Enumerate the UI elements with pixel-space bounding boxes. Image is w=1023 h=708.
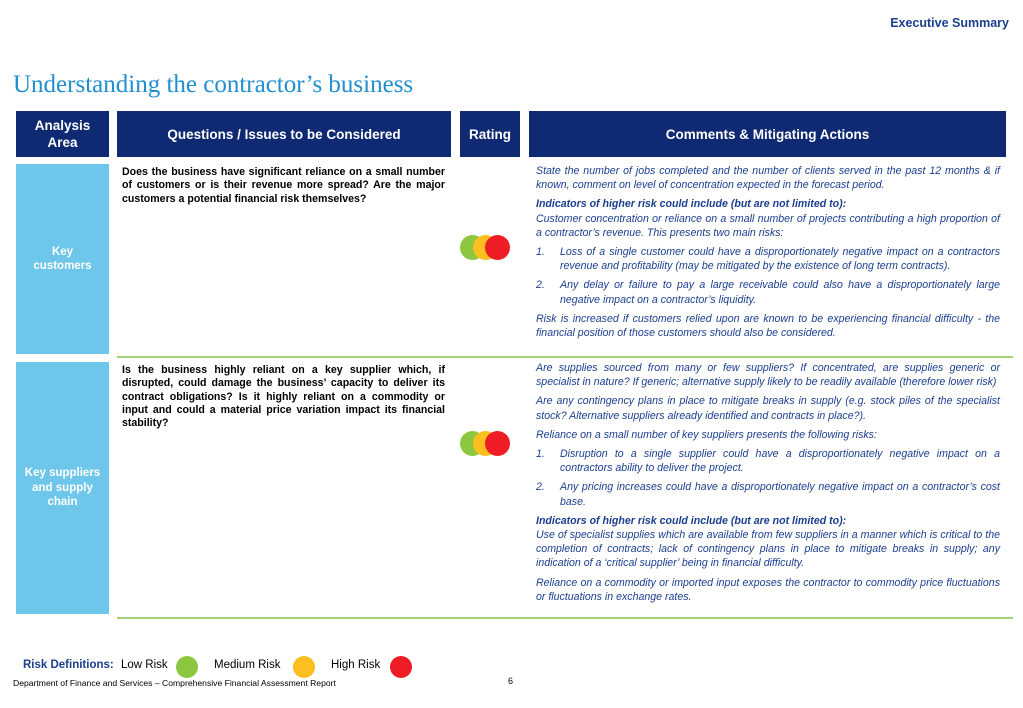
list-number: 2. (536, 279, 545, 292)
low-risk-icon (176, 656, 198, 678)
analysis-area-label: Key customers (33, 245, 92, 272)
section-label: Executive Summary (890, 16, 1009, 30)
legend-medium-label: Medium Risk (214, 659, 281, 671)
list-text: Any pricing increases could have a disproportionately negative impact on a contractor’s cost base. (560, 481, 1000, 508)
legend-high-label: High Risk (331, 659, 381, 671)
analysis-area-key-customers (16, 164, 109, 354)
indicators-label: Indicators of higher risk could include (but are not limited to): (536, 198, 847, 211)
comment-paragraph: Reliance on a small number of key suppliers presents the following risks: (536, 428, 877, 441)
high-risk-icon (485, 235, 510, 260)
footer-text: Department of Finance and Services – Comprehensive Financial Assessment Report (13, 678, 336, 688)
question-text: Is the business highly reliant on a key supplier which, if disrupted, could damage the business’ capacity to deliver its contract obligations? Is it highly reliant on a commodity or input and could a material price variation impact its financial stability? (122, 364, 445, 430)
row-divider (117, 356, 1013, 358)
indicators-block (536, 197, 1000, 240)
column-header-rating: Rating (460, 111, 520, 157)
risk-rating (460, 431, 522, 457)
comments-cell (536, 164, 1000, 345)
list-number: 1. (536, 246, 545, 259)
legend-title: Risk Definitions: (23, 659, 114, 671)
comment-paragraph: Are supplies sourced from many or few suppliers? If concentrated, are supplies generic or specialist in nature? If generic; alternative supply likely to be readily available (therefore lower risk) (536, 362, 1000, 389)
comments-cell (536, 361, 1000, 609)
high-risk-icon (485, 431, 510, 456)
comment-paragraph: Risk is increased if customers relied upon are known to be experiencing financial difficulty - the financial position of those customers should also be considered. (536, 312, 1000, 340)
comment-paragraph: Reliance on a commodity or imported input exposes the contractor to commodity price fluctuations or fluctuations in exchange rates. (536, 576, 1000, 603)
list-text: Any delay or failure to pay a large receivable could also have a disproportionately large negative impact on a contractor’s liquidity. (560, 279, 1000, 306)
list-item (536, 480, 1000, 508)
comment-paragraph: State the number of jobs completed and the number of clients served in the past 12 months & if known, comment on level of concentration expected in the forecast period. (536, 165, 1000, 192)
medium-risk-icon (293, 656, 315, 678)
list-number: 1. (536, 448, 545, 461)
legend-low-label: Low Risk (121, 659, 168, 671)
analysis-area-label: Key suppliers and supply chain (24, 467, 101, 509)
indicators-text: Use of specialist supplies which are available from few suppliers in a manner which is critical to the completion of contracts; lack of contingency plans in place to mitigate breaks in supply; any indication of a ‘critical supplier’ being in financial difficulty. (536, 529, 1000, 570)
column-header-analysis-area (16, 111, 109, 157)
question-text: Does the business have significant reliance on a small number of customers or is their revenue more spread? Are the major customers a potential financial risk themselves? (122, 166, 445, 205)
row-divider (117, 617, 1013, 619)
column-header-comments: Comments & Mitigating Actions (529, 111, 1006, 157)
risk-rating (460, 235, 522, 261)
indicators-block (536, 514, 1000, 571)
list-text: Disruption to a single supplier could have a disproportionately negative impact on a contractors ability to deliver the project. (560, 448, 1000, 475)
list-text: Loss of a single customer could have a disproportionately negative impact on a contractors revenue and profitability (may be mitigated by the existence of long term contracts). (560, 246, 1000, 273)
column-header-questions: Questions / Issues to be Considered (117, 111, 451, 157)
page-title: Understanding the contractor’s business (13, 71, 414, 98)
analysis-area-key-suppliers (16, 362, 109, 614)
comment-paragraph: Are any contingency plans in place to mitigate breaks in supply (e.g. stock piles of the specialist stock? Alternative suppliers already identified and contracts in place?). (536, 395, 1000, 422)
list-item (536, 278, 1000, 306)
list-item (536, 245, 1000, 273)
page-number: 6 (508, 676, 514, 686)
indicators-label: Indicators of higher risk could include (but are not limited to): (536, 514, 847, 527)
list-item (536, 447, 1000, 475)
indicators-text: Customer concentration or reliance on a small number of projects contributing a high proportion of a contractor’s revenue. This presents two main risks: (536, 212, 1000, 239)
column-header-label: Analysis Area (34, 118, 91, 150)
high-risk-icon (390, 656, 412, 678)
list-number: 2. (536, 481, 545, 494)
